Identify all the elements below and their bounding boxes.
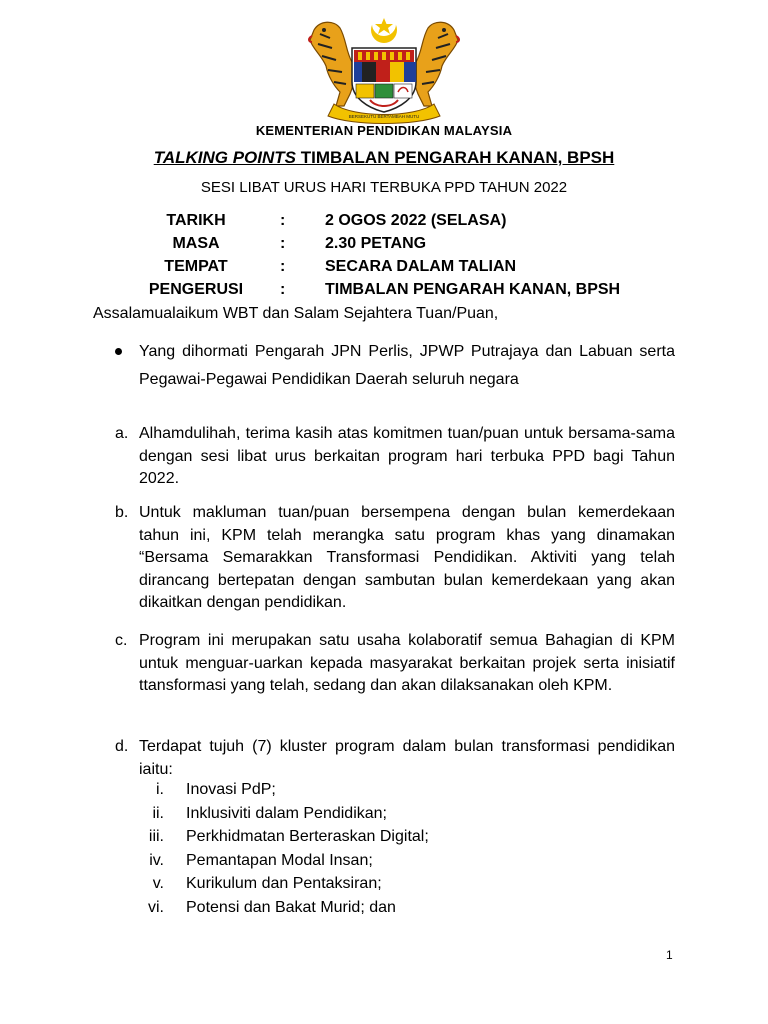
bullet-item xyxy=(110,338,675,394)
meta-colon: : xyxy=(280,235,286,252)
title-main-part: TIMBALAN PENGARAH KANAN, BPSH xyxy=(296,148,615,167)
paragraph-text: Untuk makluman tuan/puan bersempena dengan bulan kemerdekaan tahun ini, KPM telah merangka satu program khas yang dinamakan “Bersama Semarakkan Transformasi Pendidikan. Aktiviti yang telah dirancang bertepatan dengan sambutan bulan kemerdekaan yang akan dikaitkan dengan pendidikan. xyxy=(139,504,675,611)
cluster-list xyxy=(120,781,520,922)
paragraph-marker: b. xyxy=(115,504,129,521)
ministry-heading: KEMENTERIAN PENDIDIKAN MALAYSIA xyxy=(255,123,513,138)
paragraph-marker: a. xyxy=(115,425,129,442)
list-item-number: ii. xyxy=(152,804,164,822)
list-item-text: Inovasi PdP; xyxy=(186,781,276,798)
svg-text:BERSEKUTU BERTAMBAH MUTU: BERSEKUTU BERTAMBAH MUTU xyxy=(348,114,420,119)
meta-value: SECARA DALAM TALIAN xyxy=(325,258,517,275)
meta-label: TEMPAT xyxy=(164,258,228,275)
paragraph-marker: d. xyxy=(115,738,129,755)
paragraph-b xyxy=(115,502,675,615)
meta-value: 2 OGOS 2022 (SELASA) xyxy=(325,212,507,229)
list-item-text: Kurikulum dan Pentaksiran; xyxy=(186,875,382,892)
meta-label: MASA xyxy=(172,235,220,252)
list-item xyxy=(120,781,520,805)
meta-label: TARIKH xyxy=(166,212,226,229)
list-item-number: i. xyxy=(156,781,164,798)
session-subtitle: SESI LIBAT URUS HARI TERBUKA PPD TAHUN 2022 xyxy=(200,179,568,196)
page-number: 1 xyxy=(666,948,673,962)
coat-of-arms-logo xyxy=(300,12,468,124)
paragraph-text: Program ini merupakan satu usaha kolaboratif semua Bahagian di KPM untuk menguar-uarkan kepada masyarakat berkaitan projek serta inisiatif ttansformasi yang telah, sedang dan akan dilaksanakan oleh KPM. xyxy=(139,632,675,694)
meta-row-tempat xyxy=(0,258,768,281)
meta-label: PENGERUSI xyxy=(148,281,244,298)
list-item-number: iii. xyxy=(148,828,164,845)
list-item xyxy=(120,828,520,852)
meta-row-pengerusi xyxy=(0,281,768,304)
paragraph-text: Terdapat tujuh (7) kluster program dalam bulan transformasi pendidikan iaitu: xyxy=(139,738,675,778)
left-tiger-icon xyxy=(309,22,354,106)
meta-colon: : xyxy=(280,212,286,229)
meta-colon: : xyxy=(280,281,286,298)
paragraph-marker: c. xyxy=(115,632,128,649)
list-item xyxy=(120,875,520,899)
shield-icon xyxy=(352,48,416,112)
list-item-number: v. xyxy=(152,875,164,892)
meeting-details xyxy=(0,212,768,304)
list-item-text: Potensi dan Bakat Murid; dan xyxy=(186,898,396,916)
meta-value: 2.30 PETANG xyxy=(325,235,427,252)
list-item xyxy=(120,899,520,923)
paragraph-text: Alhamdulihah, terima kasih atas komitmen tuan/puan untuk bersama-sama dengan sesi libat urus berkaitan program hari terbuka PPD bagi Tahun 2022. xyxy=(139,425,675,487)
list-item-number: vi. xyxy=(148,898,164,916)
bullet-dot-icon xyxy=(115,348,122,355)
right-tiger-icon xyxy=(414,22,459,106)
list-item-text: Perkhidmatan Berteraskan Digital; xyxy=(186,828,429,845)
list-item xyxy=(120,852,520,876)
list-item-text: Inklusiviti dalam Pendidikan; xyxy=(186,804,387,822)
paragraph-c xyxy=(115,630,675,698)
meta-colon: : xyxy=(280,258,286,275)
meta-row-masa xyxy=(0,235,768,258)
greeting-line: Assalamualaikum WBT dan Salam Sejahtera Tuan/Puan, xyxy=(93,305,499,322)
bullet-text: Yang dihormati Pengarah JPN Perlis, JPWP Putrajaya dan Labuan serta Pegawai-Pegawai Pendidikan Daerah seluruh negara xyxy=(139,343,675,388)
list-item-number: iv. xyxy=(149,851,164,869)
document-title xyxy=(0,148,768,168)
list-item xyxy=(120,805,520,829)
star-crescent-icon xyxy=(371,12,397,43)
meta-row-tarikh xyxy=(0,212,768,235)
paragraph-d xyxy=(115,736,675,781)
list-item-text: Pemantapan Modal Insan; xyxy=(186,851,373,869)
meta-value: TIMBALAN PENGARAH KANAN, BPSH xyxy=(325,281,621,298)
title-italic-part: TALKING POINTS xyxy=(153,148,296,167)
paragraph-a xyxy=(115,423,675,491)
